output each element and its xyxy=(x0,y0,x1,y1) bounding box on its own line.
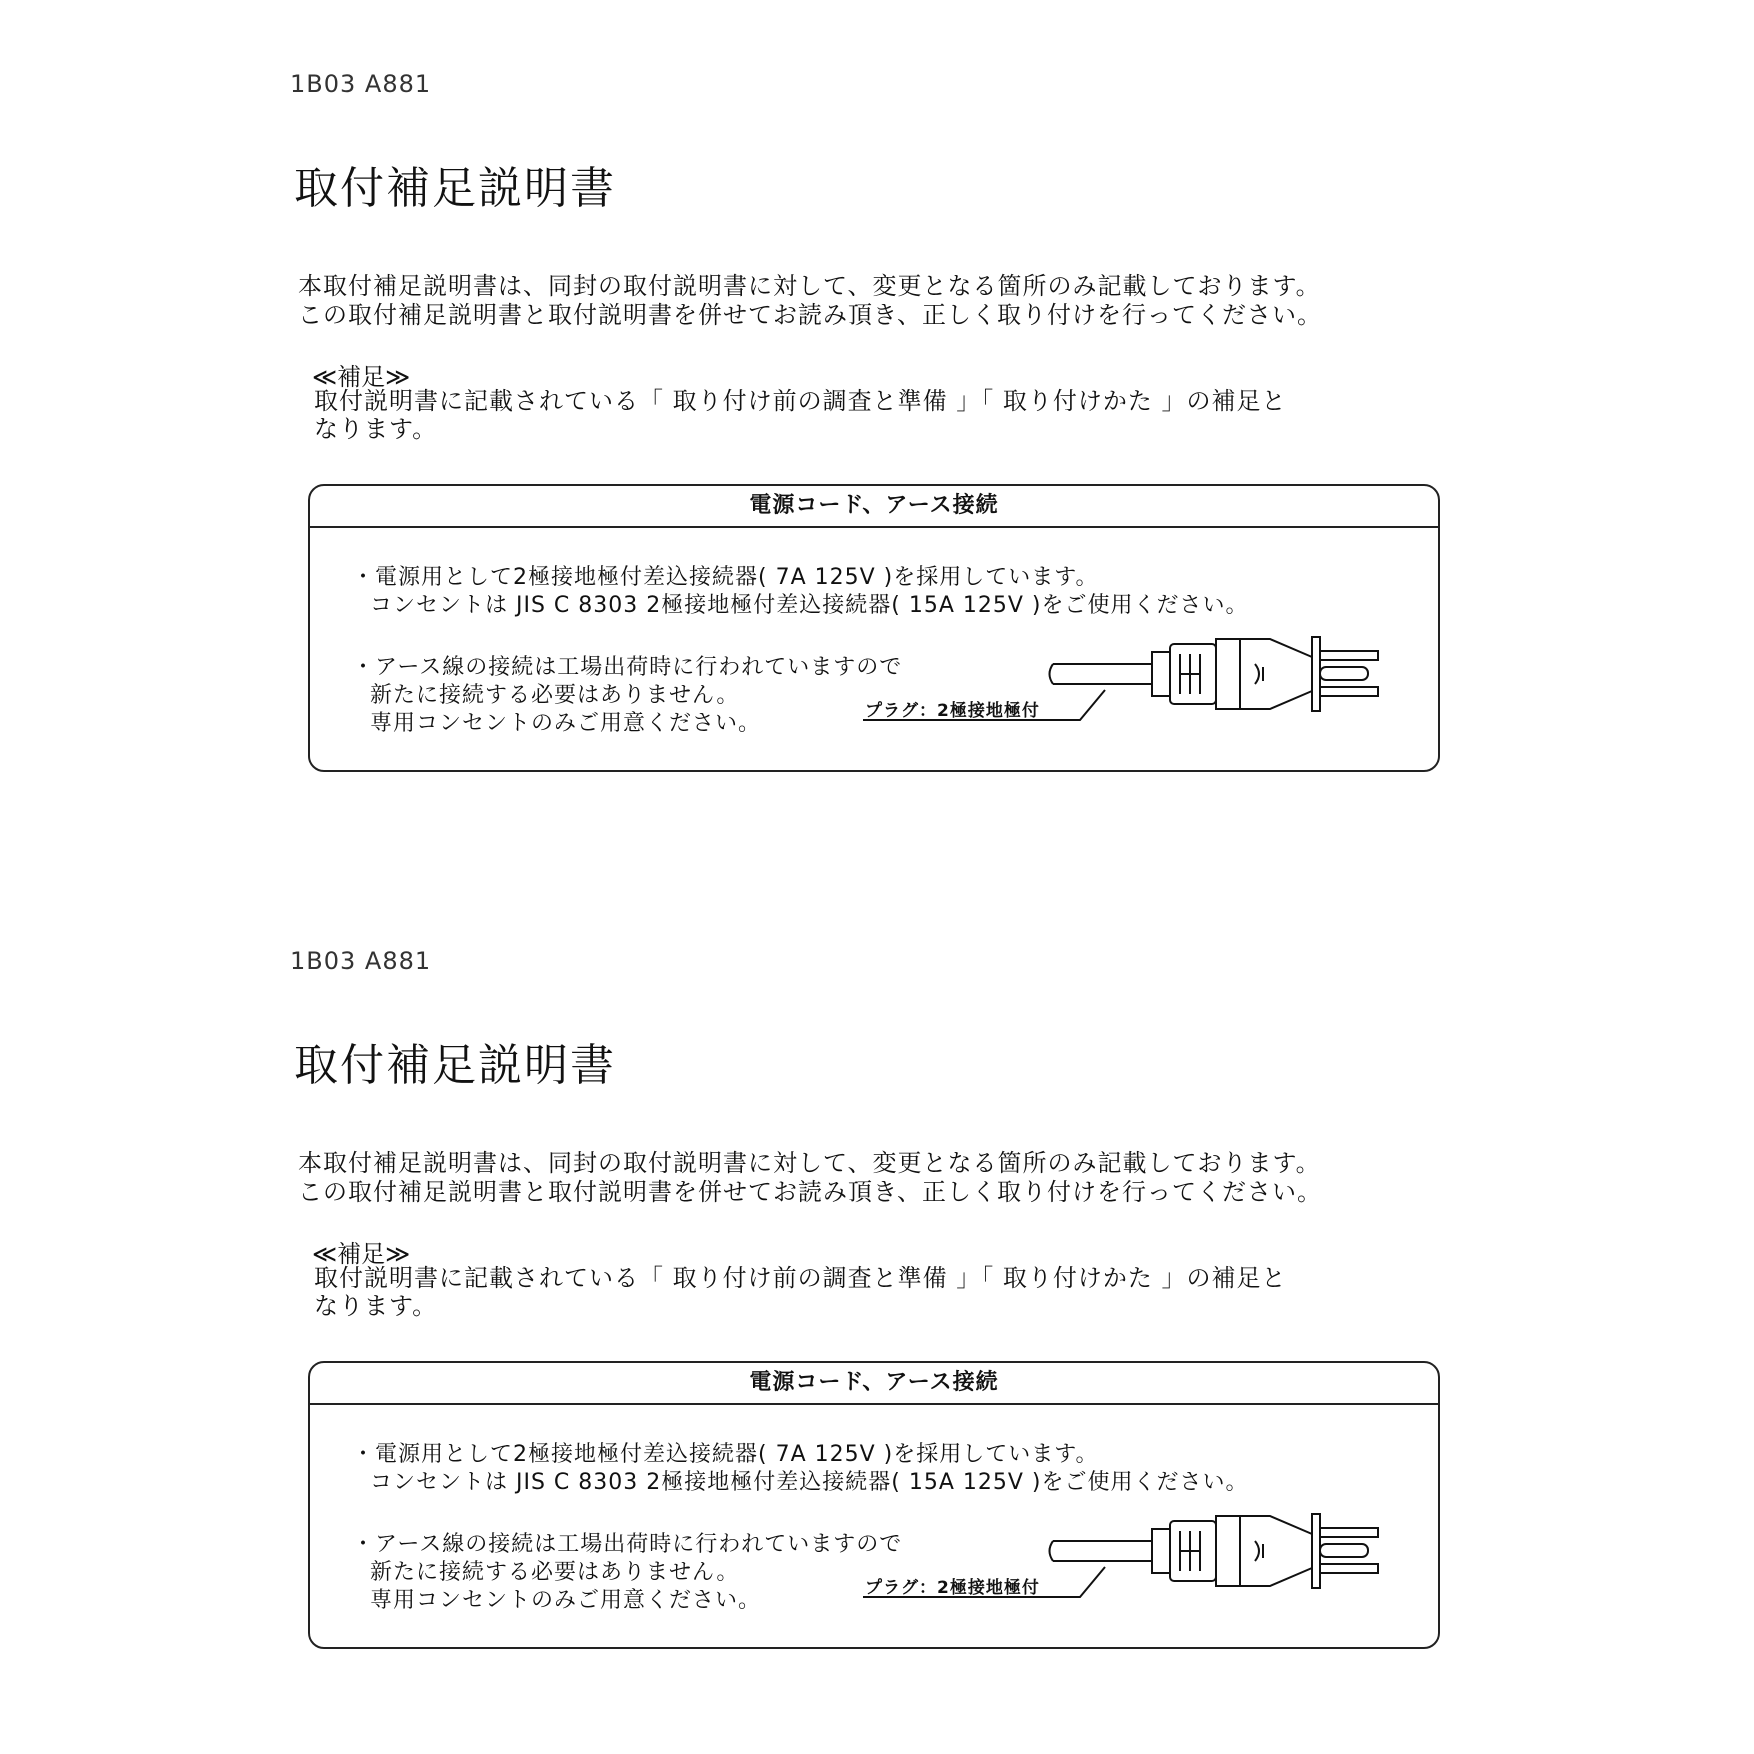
supplement-body xyxy=(314,387,1287,443)
intro-line: 本取付補足説明書は、同封の取付説明書に対して、変更となる箇所のみ記載しております。 xyxy=(298,272,1321,300)
intro-line: この取付補足説明書と取付説明書を併せてお読み頂き、正しく取り付けを行ってください。 xyxy=(298,301,1323,329)
bullet-line: 新たに接続する必要はありません。 xyxy=(370,1560,740,1585)
power-cord-info-box xyxy=(308,484,1440,772)
supplement-heading: ≪補足≫ xyxy=(312,1240,411,1268)
bullet-power-connector xyxy=(352,564,1249,620)
bullet-line: ・アース線の接続は工場出荷時に行われていますので xyxy=(352,1532,903,1557)
bullet-power-connector xyxy=(352,1441,1249,1497)
supplement-line: なります。 xyxy=(314,1292,438,1320)
supplement-body xyxy=(314,1264,1287,1320)
bullet-line: 専用コンセントのみご用意ください。 xyxy=(370,711,762,736)
bullet-line: 新たに接続する必要はありません。 xyxy=(370,683,740,708)
intro-line: この取付補足説明書と取付説明書を併せてお読み頂き、正しく取り付けを行ってください。 xyxy=(298,1178,1323,1206)
bullet-line: コンセントは JIS C 8303 2極接地極付差込接続器( 15A 125V )をご使用ください。 xyxy=(370,593,1249,618)
intro-line: 本取付補足説明書は、同封の取付説明書に対して、変更となる箇所のみ記載しております。 xyxy=(298,1149,1321,1177)
page-title: 取付補足説明書 xyxy=(294,163,616,214)
bullet-line: ・アース線の接続は工場出荷時に行われていますので xyxy=(352,655,903,680)
box-heading: 電源コード、アース接続 xyxy=(310,1363,1438,1405)
plug-label: プラグ：2極接地極付 xyxy=(865,701,1040,721)
power-cord-info-box xyxy=(308,1361,1440,1649)
intro-paragraph xyxy=(298,1149,1322,1207)
bullet-ground-wire xyxy=(352,1531,902,1615)
document-sheet-2 xyxy=(0,877,1754,1754)
box-heading: 電源コード、アース接続 xyxy=(310,486,1438,528)
page-title: 取付補足説明書 xyxy=(294,1040,616,1091)
plug-label: プラグ：2極接地極付 xyxy=(865,1578,1040,1598)
supplement-heading: ≪補足≫ xyxy=(312,363,411,391)
bullet-line: ・電源用として2極接地極付差込接続器( 7A 125V )を採用しています。 xyxy=(352,1442,1099,1467)
document-code: 1B03 A881 xyxy=(290,70,432,98)
supplement-line: なります。 xyxy=(314,415,438,443)
document-code: 1B03 A881 xyxy=(290,947,432,975)
supplement-line: 取付説明書に記載されている「 取り付け前の調査と準備 」「 取り付けかた 」の補足と xyxy=(314,387,1287,415)
bullet-line: 専用コンセントのみご用意ください。 xyxy=(370,1588,762,1613)
bullet-ground-wire xyxy=(352,654,902,738)
bullet-line: コンセントは JIS C 8303 2極接地極付差込接続器( 15A 125V )をご使用ください。 xyxy=(370,1470,1249,1495)
bullet-line: ・電源用として2極接地極付差込接続器( 7A 125V )を採用しています。 xyxy=(352,565,1099,590)
intro-paragraph xyxy=(298,272,1322,330)
supplement-line: 取付説明書に記載されている「 取り付け前の調査と準備 」「 取り付けかた 」の補足と xyxy=(314,1264,1287,1292)
